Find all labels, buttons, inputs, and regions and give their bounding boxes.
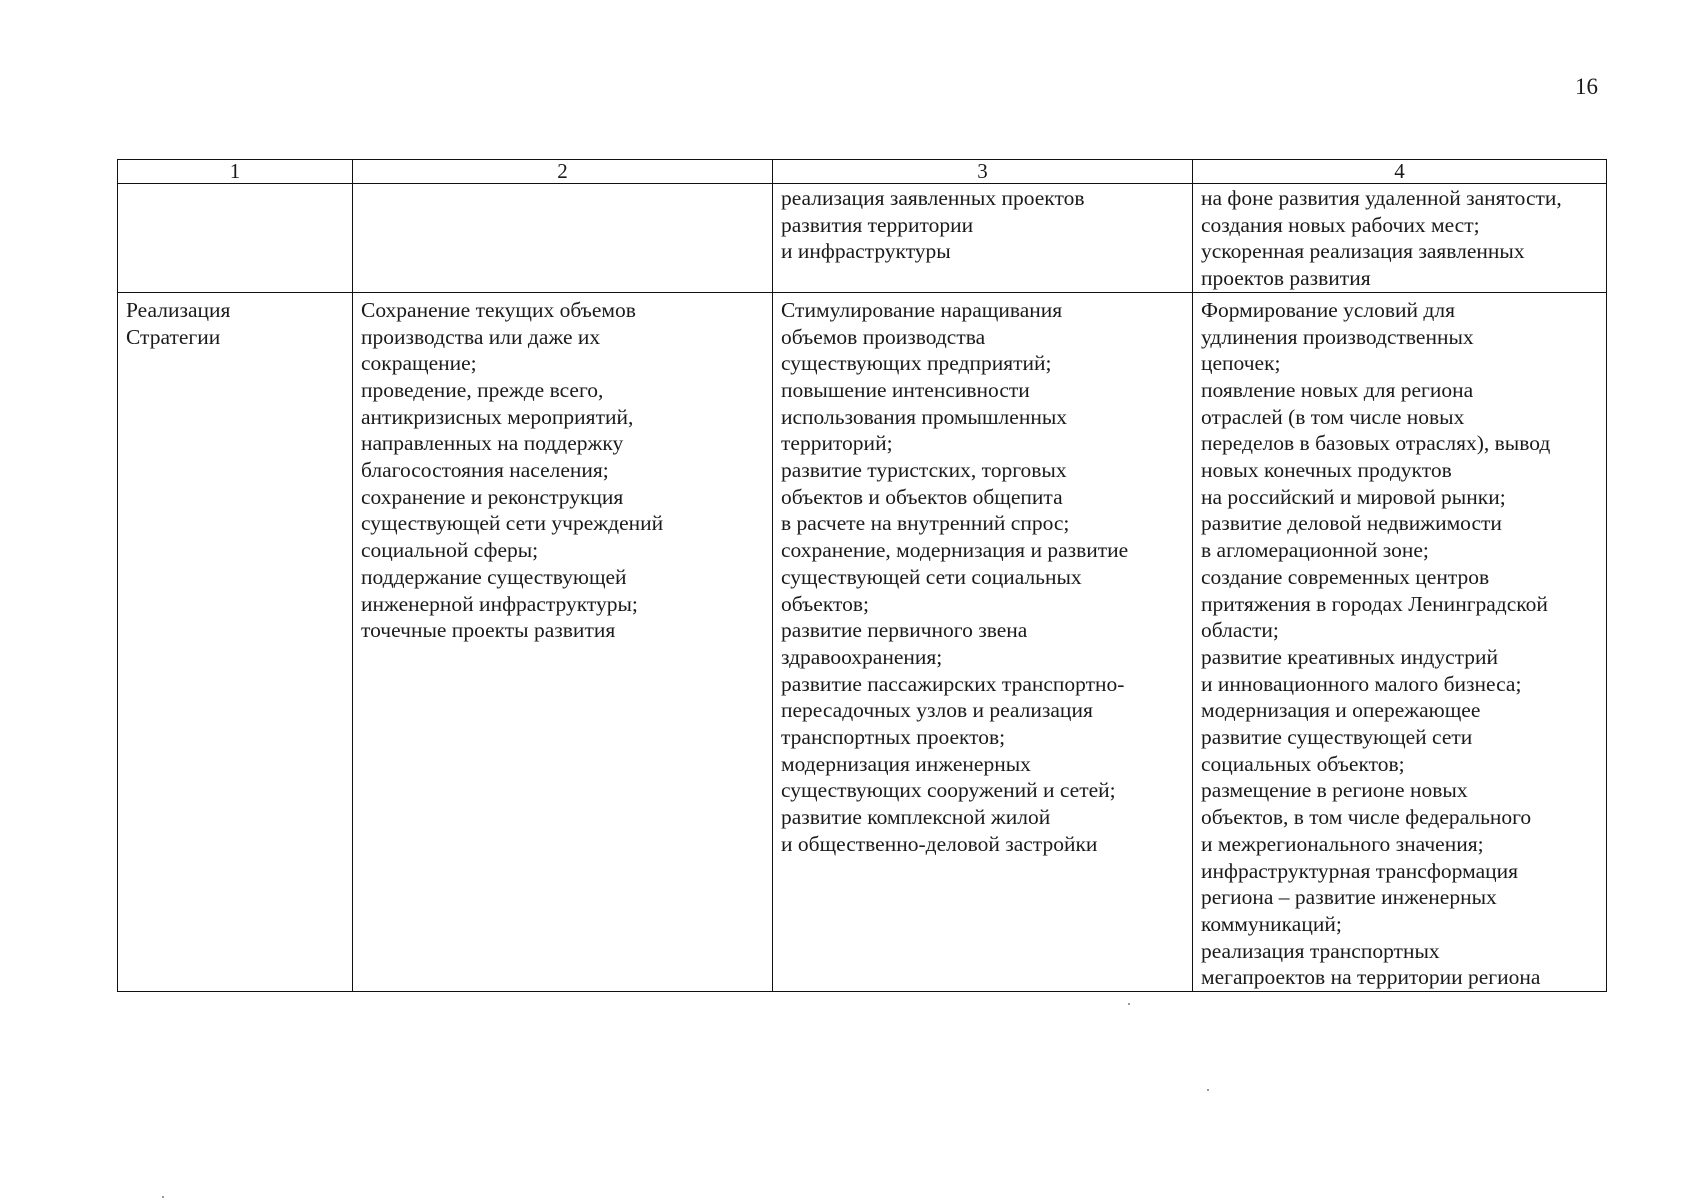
cell-text-line: новых конечных продуктов bbox=[1201, 458, 1452, 483]
header-cell-4: 4 bbox=[1193, 160, 1607, 184]
table-cell bbox=[353, 184, 773, 293]
table-cell bbox=[118, 184, 353, 293]
cell-text-line: существующих предприятий; bbox=[781, 351, 1052, 376]
cell-text-line: появление новых для региона bbox=[1201, 377, 1474, 402]
cell-text-line: антикризисных мероприятий, bbox=[361, 404, 634, 429]
cell-text-line: социальной сферы; bbox=[361, 538, 539, 563]
table-row bbox=[118, 292, 1607, 991]
cell-text-line: реализация транспортных bbox=[1201, 938, 1440, 963]
cell-text-line: цепочек; bbox=[1201, 351, 1281, 376]
cell-text-line: мегапроектов на территории региона bbox=[1201, 965, 1541, 990]
cell-text-line: объемов производства bbox=[781, 324, 986, 349]
cell-text-line: и межрегионального значения; bbox=[1201, 831, 1484, 856]
table-cell bbox=[353, 292, 773, 991]
cell-text-line: инфраструктурная трансформация bbox=[1201, 858, 1519, 883]
cell-text-line: проведение, прежде всего, bbox=[361, 377, 604, 402]
cell-text-line: Реализация bbox=[126, 297, 231, 322]
cell-text-line: коммуникаций; bbox=[1201, 911, 1342, 936]
cell-text-line: развитие туристских, торговых bbox=[781, 458, 1067, 483]
cell-text-line: транспортных проектов; bbox=[781, 725, 1006, 750]
table-header-row bbox=[118, 160, 1607, 184]
cell-text-line: существующей сети учреждений bbox=[361, 511, 664, 536]
table-cell bbox=[773, 292, 1193, 991]
cell-text-line: ускоренная реализация заявленных bbox=[1201, 239, 1525, 264]
strategy-table bbox=[117, 159, 1607, 992]
cell-text-line: региона – развитие инженерных bbox=[1201, 885, 1497, 910]
cell-text-line: и инновационного малого бизнеса; bbox=[1201, 671, 1522, 696]
scan-speck bbox=[1128, 1003, 1130, 1005]
cell-text-line: области; bbox=[1201, 618, 1279, 643]
header-cell-3: 3 bbox=[773, 160, 1193, 184]
cell-text-line: благосостояния населения; bbox=[361, 458, 609, 483]
table-cell bbox=[1193, 184, 1607, 293]
cell-text-line: Формирование условий для bbox=[1201, 297, 1455, 322]
header-cell-1: 1 bbox=[118, 160, 353, 184]
scan-speck bbox=[162, 1196, 164, 1198]
cell-text-line: точечные проекты развития bbox=[361, 618, 616, 643]
cell-text-line: в агломерационной зоне; bbox=[1201, 538, 1429, 563]
cell-text-line: объектов и объектов общепита bbox=[781, 484, 1063, 509]
page-number: 16 bbox=[1575, 74, 1598, 99]
table-cell bbox=[118, 292, 353, 991]
cell-text-line: в расчете на внутренний спрос; bbox=[781, 511, 1070, 536]
cell-text-line: направленных на поддержку bbox=[361, 431, 624, 456]
cell-text-line: развитие существующей сети bbox=[1201, 725, 1473, 750]
table-cell bbox=[1193, 292, 1607, 991]
cell-text-line: поддержание существующей bbox=[361, 564, 627, 589]
cell-text-line: сохранение и реконструкция bbox=[361, 484, 624, 509]
cell-text-line: и общественно-деловой застройки bbox=[781, 831, 1098, 856]
cell-text-line: здравоохранения; bbox=[781, 644, 943, 669]
cell-text-line: создание современных центров bbox=[1201, 564, 1490, 589]
cell-text-line: и инфраструктуры bbox=[781, 239, 951, 264]
cell-text-line: переделов в базовых отраслях), вывод bbox=[1201, 431, 1551, 456]
cell-text-line: сохранение, модернизация и развитие bbox=[781, 538, 1129, 563]
cell-text-line: развития территории bbox=[781, 212, 974, 237]
table-cell bbox=[773, 184, 1193, 293]
cell-text-line: модернизация и опережающее bbox=[1201, 698, 1481, 723]
cell-text-line: территорий; bbox=[781, 431, 893, 456]
header-cell-2: 2 bbox=[353, 160, 773, 184]
cell-text-line: сокращение; bbox=[361, 351, 477, 376]
cell-text-line: притяжения в городах Ленинградской bbox=[1201, 591, 1548, 616]
cell-text-line: модернизация инженерных bbox=[781, 751, 1031, 776]
cell-text-line: производства или даже их bbox=[361, 324, 601, 349]
cell-text-line: удлинения производственных bbox=[1201, 324, 1474, 349]
cell-text-line: социальных объектов; bbox=[1201, 751, 1405, 776]
cell-text-line: развитие креативных индустрий bbox=[1201, 644, 1499, 669]
cell-text-line: существующих сооружений и сетей; bbox=[781, 778, 1116, 803]
cell-text-line: размещение в регионе новых bbox=[1201, 778, 1468, 803]
cell-text-line: существующей сети социальных bbox=[781, 564, 1082, 589]
scan-speck bbox=[1207, 1089, 1209, 1091]
cell-text-line: на российский и мировой рынки; bbox=[1201, 484, 1506, 509]
cell-text-line: отраслей (в том числе новых bbox=[1201, 404, 1465, 429]
cell-text-line: Сохранение текущих объемов bbox=[361, 297, 636, 322]
cell-text-line: пересадочных узлов и реализация bbox=[781, 698, 1093, 723]
cell-text-line: развитие первичного звена bbox=[781, 618, 1028, 643]
table-row bbox=[118, 184, 1607, 293]
cell-text-line: использования промышленных bbox=[781, 404, 1068, 429]
cell-text-line: повышение интенсивности bbox=[781, 377, 1030, 402]
cell-text-line: объектов; bbox=[781, 591, 869, 616]
cell-text-line: развитие пассажирских транспортно- bbox=[781, 671, 1125, 696]
cell-text-line: на фоне развития удаленной занятости, bbox=[1201, 186, 1562, 210]
cell-text-line: Стратегии bbox=[126, 324, 221, 349]
cell-text-line: инженерной инфраструктуры; bbox=[361, 591, 638, 616]
cell-text-line: реализация заявленных проектов bbox=[781, 186, 1085, 210]
cell-text-line: объектов, в том числе федерального bbox=[1201, 805, 1532, 830]
cell-text-line: развитие деловой недвижимости bbox=[1201, 511, 1502, 536]
cell-text-line: развитие комплексной жилой bbox=[781, 805, 1051, 830]
cell-text-line: проектов развития bbox=[1201, 266, 1371, 291]
cell-text-line: создания новых рабочих мест; bbox=[1201, 212, 1480, 237]
cell-text-line: Стимулирование наращивания bbox=[781, 297, 1063, 322]
